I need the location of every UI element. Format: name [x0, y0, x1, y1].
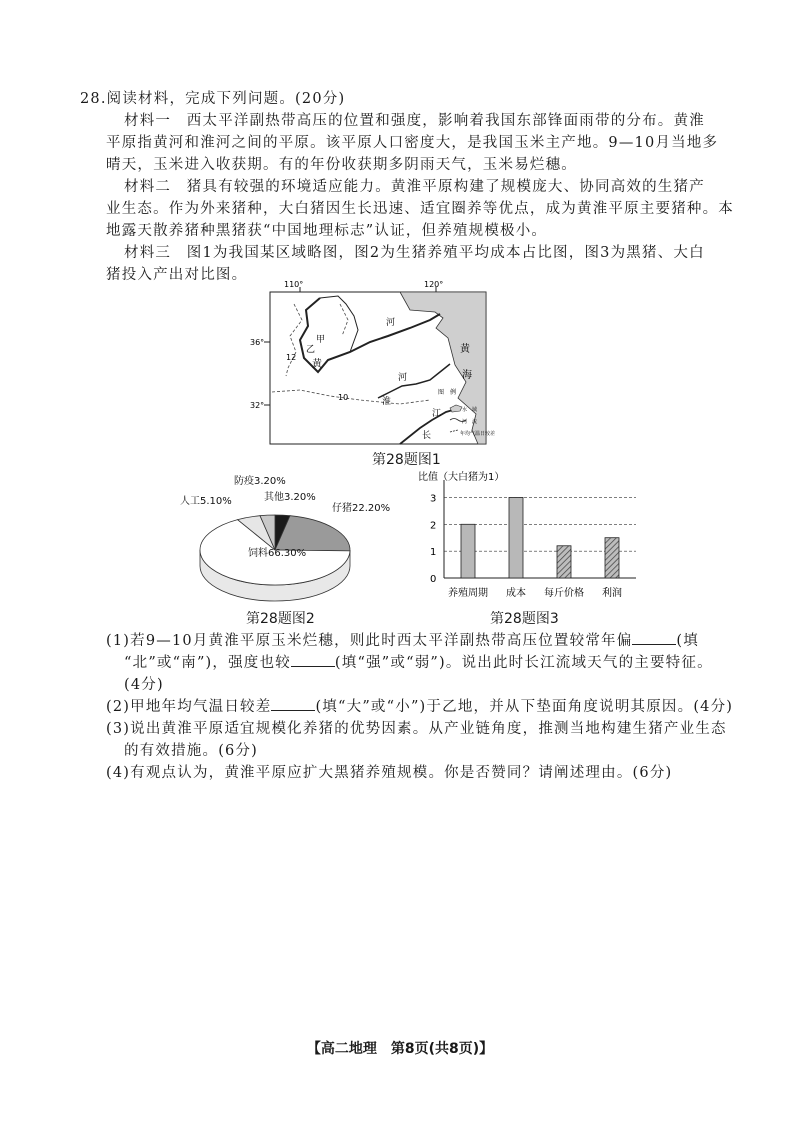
- y-tick-2: 2: [430, 520, 437, 532]
- legend-title: 图 例: [438, 389, 457, 396]
- isoline-12-label: 12: [286, 353, 297, 362]
- bar-chart-title: 比值（大白猪为1）: [418, 472, 505, 483]
- q2-blank[interactable]: [271, 696, 315, 711]
- isoline-10-label: 10: [338, 393, 349, 402]
- y-tick-1: 1: [430, 547, 437, 559]
- pie-label-防疫: 防疫3.20%: [234, 476, 286, 487]
- pie-label-饲料: 饲料66.30%: [248, 548, 307, 559]
- figure-2-caption: 第28题图2: [246, 611, 315, 627]
- x-label-每斤价格: 每斤价格: [544, 588, 584, 599]
- question-3-line-2: 的有效措施。(6分): [124, 743, 259, 759]
- river-chang-label: 长: [422, 431, 432, 441]
- regional-map: [250, 280, 496, 448]
- y-tick-0: 0: [430, 574, 437, 585]
- lon-110-label: 110°: [284, 280, 304, 289]
- q1-blank-1[interactable]: [632, 630, 676, 645]
- q1-blank-2[interactable]: [291, 652, 335, 667]
- bar-利润: [605, 538, 619, 578]
- q1-part-d: (填“强”或“弱”)。说出此时长江流域天气的主要特征。: [334, 655, 713, 671]
- x-label-利润: 利润: [602, 588, 622, 599]
- question-1-line-2: [124, 652, 713, 674]
- material-2-line-3: 地露天散养猪种黑猪获“中国地理标志”认证，但养殖规模极小。: [106, 223, 548, 239]
- q2-part-b: (填“大”或“小”)于乙地，并从下垫面角度说明其原因。(4分): [315, 699, 734, 715]
- lat-36-label: 36°: [250, 338, 265, 347]
- question-1-line-1: [106, 630, 699, 652]
- bar-成本: [509, 497, 523, 578]
- pie-label-其他: 其他3.20%: [264, 492, 316, 503]
- place-yi-label: 乙: [306, 345, 316, 355]
- question-1-line-3: (4分): [124, 677, 164, 693]
- question-4: (4)有观点认为，黄淮平原应扩大黑猪养殖规模。你是否赞同？请阐述理由。(6分): [106, 765, 673, 781]
- x-label-成本: 成本: [506, 588, 526, 599]
- pie-label-仔猪: 仔猪22.20%: [332, 503, 391, 514]
- question-header: 28.阅读材料，完成下列问题。(20分): [80, 91, 346, 107]
- sea-huang-label: 黄: [460, 344, 470, 355]
- material-1-line-2: 平原指黄河和淮河之间的平原。该平原人口密度大，是我国玉米主产地。9—10月当地多: [106, 135, 719, 151]
- legend-river: 河 流: [462, 419, 478, 425]
- river-huang-label: 黄: [312, 359, 322, 370]
- pig-comparison-bar-chart: [414, 468, 644, 608]
- x-label-养殖周期: 养殖周期: [448, 588, 488, 599]
- page-footer: 【高二地理 第8页(共8页)】: [306, 1041, 494, 1057]
- cost-pie-chart: [170, 468, 420, 608]
- material-1-line-3: 晴天，玉米进入收获期。有的年份收获期多阴雨天气，玉米易烂穗。: [106, 157, 577, 173]
- figure-1-caption: 第28题图1: [372, 452, 441, 468]
- river-he-label: 河: [386, 318, 396, 328]
- q1-part-c: “北”或“南”)，强度也较: [124, 655, 291, 671]
- y-tick-3: 3: [430, 493, 437, 505]
- sea-hai-label: 海: [462, 370, 472, 381]
- bar-每斤价格: [557, 546, 571, 578]
- question-3-line-1: (3)说出黄淮平原适宜规模化养猪的优势因素。从产业链角度，推测当地构建生猪产业生态: [106, 721, 727, 737]
- material-3-line-2: 猪投入产出对比图。: [106, 267, 248, 283]
- q1-part-a: (1)若9—10月黄淮平原玉米烂穗，则此时西太平洋副热带高压位置较常年偏: [106, 633, 633, 649]
- material-3-line-1: 材料三 图1为我国某区域略图，图2为生猪养殖平均成本占比图，图3为黑猪、大白: [124, 245, 705, 261]
- material-2-line-1: 材料二 猪具有较强的环境适应能力。黄淮平原构建了规模庞大、协同高效的生猪产: [124, 179, 705, 195]
- river-he2-label: 河: [398, 373, 408, 383]
- bar-养殖周期: [461, 524, 475, 578]
- place-jia-label: 甲: [316, 335, 326, 345]
- material-2-line-2: 业生态。作为外来猪种，大白猪因生长迅速、适宜圈养等优点，成为黄淮平原主要猪种。本: [106, 201, 734, 217]
- figure-3-caption: 第28题图3: [490, 611, 559, 627]
- lon-120-label: 120°: [424, 280, 444, 289]
- river-huai-label: 淮: [382, 397, 392, 407]
- lat-32-label: 32°: [250, 401, 265, 410]
- q2-part-a: (2)甲地年均气温日较差: [106, 699, 272, 715]
- question-2: [106, 696, 733, 718]
- pie-label-人工: 人工5.10%: [180, 496, 232, 507]
- q1-part-b: (填: [676, 633, 699, 649]
- river-jiang-label: 江: [432, 409, 442, 419]
- legend-isoline: 年均气温日较差: [460, 431, 496, 437]
- legend-water: 水 域: [462, 407, 478, 413]
- material-1-line-1: 材料一 西太平洋副热带高压的位置和强度，影响着我国东部锋面雨带的分布。黄淮: [124, 113, 705, 129]
